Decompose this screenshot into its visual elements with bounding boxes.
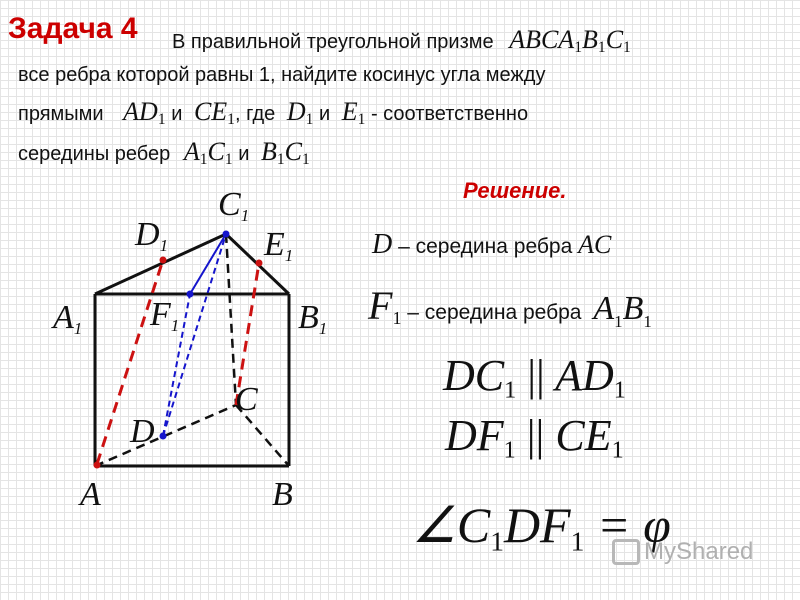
point-e1-dot — [256, 260, 263, 267]
label-c1: C1 — [218, 186, 250, 225]
label-d1: D1 — [135, 216, 169, 255]
point-e1: $E_1$ — [341, 97, 366, 128]
problem-line-2: все ребра которой равны 1, найдите косинус угла между — [18, 64, 546, 86]
equation-angle: $\angle C_1DF_1 = \varphi$ — [412, 497, 671, 557]
label-e1: E1 — [264, 226, 294, 265]
edge-a1b1: $A_1B_1$ — [593, 290, 652, 331]
label-f1: F1 — [150, 296, 180, 335]
watermark-logo: MyShared — [612, 538, 753, 566]
point-f1-dot — [187, 291, 194, 298]
equation-parallel-2: $DF_1$ || $CE_1$ — [445, 411, 624, 464]
hidden-edges — [95, 234, 289, 466]
blue-lines — [163, 234, 226, 436]
label-a: A — [80, 476, 101, 512]
problem-line-4: середины ребер $A_1C_1$ и $B_1C_1$ — [18, 137, 310, 168]
problem-line-1 — [172, 25, 631, 57]
point-d1-dot — [160, 257, 167, 264]
line-ce1: $CE_1$ — [193, 97, 235, 128]
point-d-dot — [160, 433, 167, 440]
problem-text: В правильной треугольной призме — [172, 31, 494, 53]
label-c: C — [235, 381, 258, 418]
prism-name: $ABCA_1B_1C_1$ — [509, 25, 631, 56]
presentation-icon — [612, 539, 640, 565]
label-d: D — [130, 413, 155, 450]
point-a-dot — [94, 462, 101, 469]
edge-b1c1: $B_1C_1$ — [260, 137, 310, 168]
fact-f1-midpoint: $F_1$ – середина ребра $A_1B_1$ — [368, 283, 652, 331]
line-ad1: $AD_1$ — [123, 97, 166, 128]
label-b: B — [272, 476, 293, 512]
label-b1: B1 — [298, 299, 328, 338]
task-title: Задача 4 — [8, 12, 138, 45]
fact-d-midpoint: D – середина ребра AC — [372, 229, 612, 260]
label-a1: A1 — [53, 299, 83, 338]
edge-a1c1: $A_1C_1$ — [183, 137, 233, 168]
equation-parallel-1: $DC_1$ || $AD_1$ — [443, 351, 626, 404]
point-c1-dot — [223, 231, 230, 238]
point-d1: $D_1$ — [286, 97, 314, 128]
problem-line-3: прямыми $AD_1$ и $CE_1$, где $D_1$ и $E_1$ - соответственно — [18, 97, 529, 128]
prism-figure — [40, 182, 370, 512]
solution-label: Решение. — [463, 178, 567, 203]
